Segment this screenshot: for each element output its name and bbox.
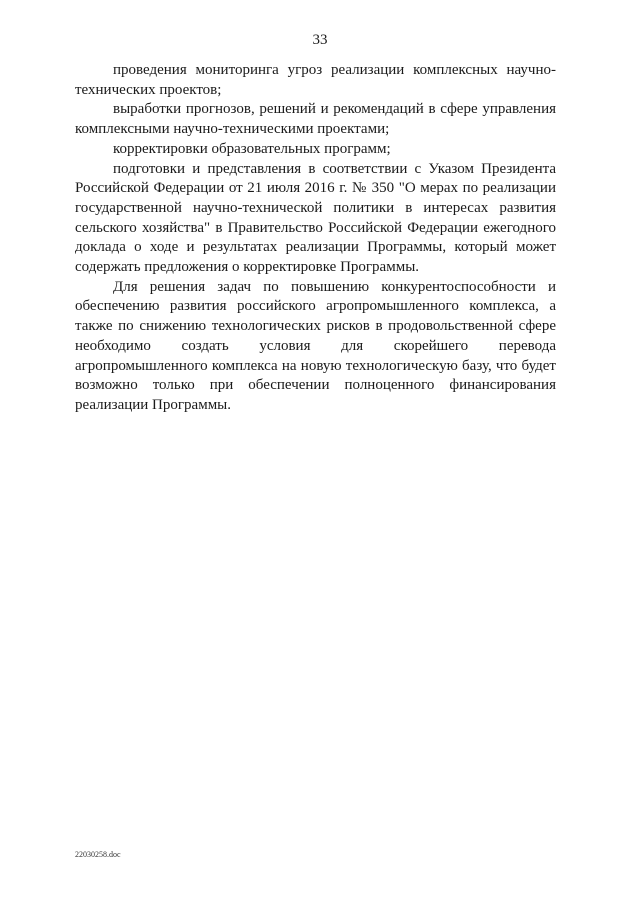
paragraph-monitoring: проведения мониторинга угроз реализации комплексных научно-технических проектов; — [75, 62, 556, 98]
paragraph-conclusion: Для решения задач по повышению конкурентоспособности и обеспечению развития российского агропромышленного комплекса, а также по снижению технологических рисков в продовольственной сфере необходимо создать условия для скорейшего перевода агропромышленного комплекса на новую технологическую базу, что будет возможно только при обеспечении полноценного финансирования реализации Программы. — [75, 278, 556, 413]
paragraph-forecasts: выработки прогнозов, решений и рекомендаций в сфере управления комплексными научно-техническими проектами; — [75, 101, 556, 138]
paragraph-report: подготовки и представления в соответствии с Указом Президента Российской Федерации от 21 июля 2016 г. № 350 "О мерах по реализации государственной научно-технической политики в интересах развития сельского хозяйства" в Правительство Российской Федерации ежегодного доклада о ходе и результатах реализации Программы, который может содержать предложения о корректировке Программы. — [75, 160, 556, 276]
document-body — [75, 61, 556, 416]
footer-filename: 22030258.doc — [75, 850, 121, 859]
page-number: 33 — [312, 32, 328, 48]
paragraph-education: корректировки образовательных программ; — [113, 140, 391, 157]
